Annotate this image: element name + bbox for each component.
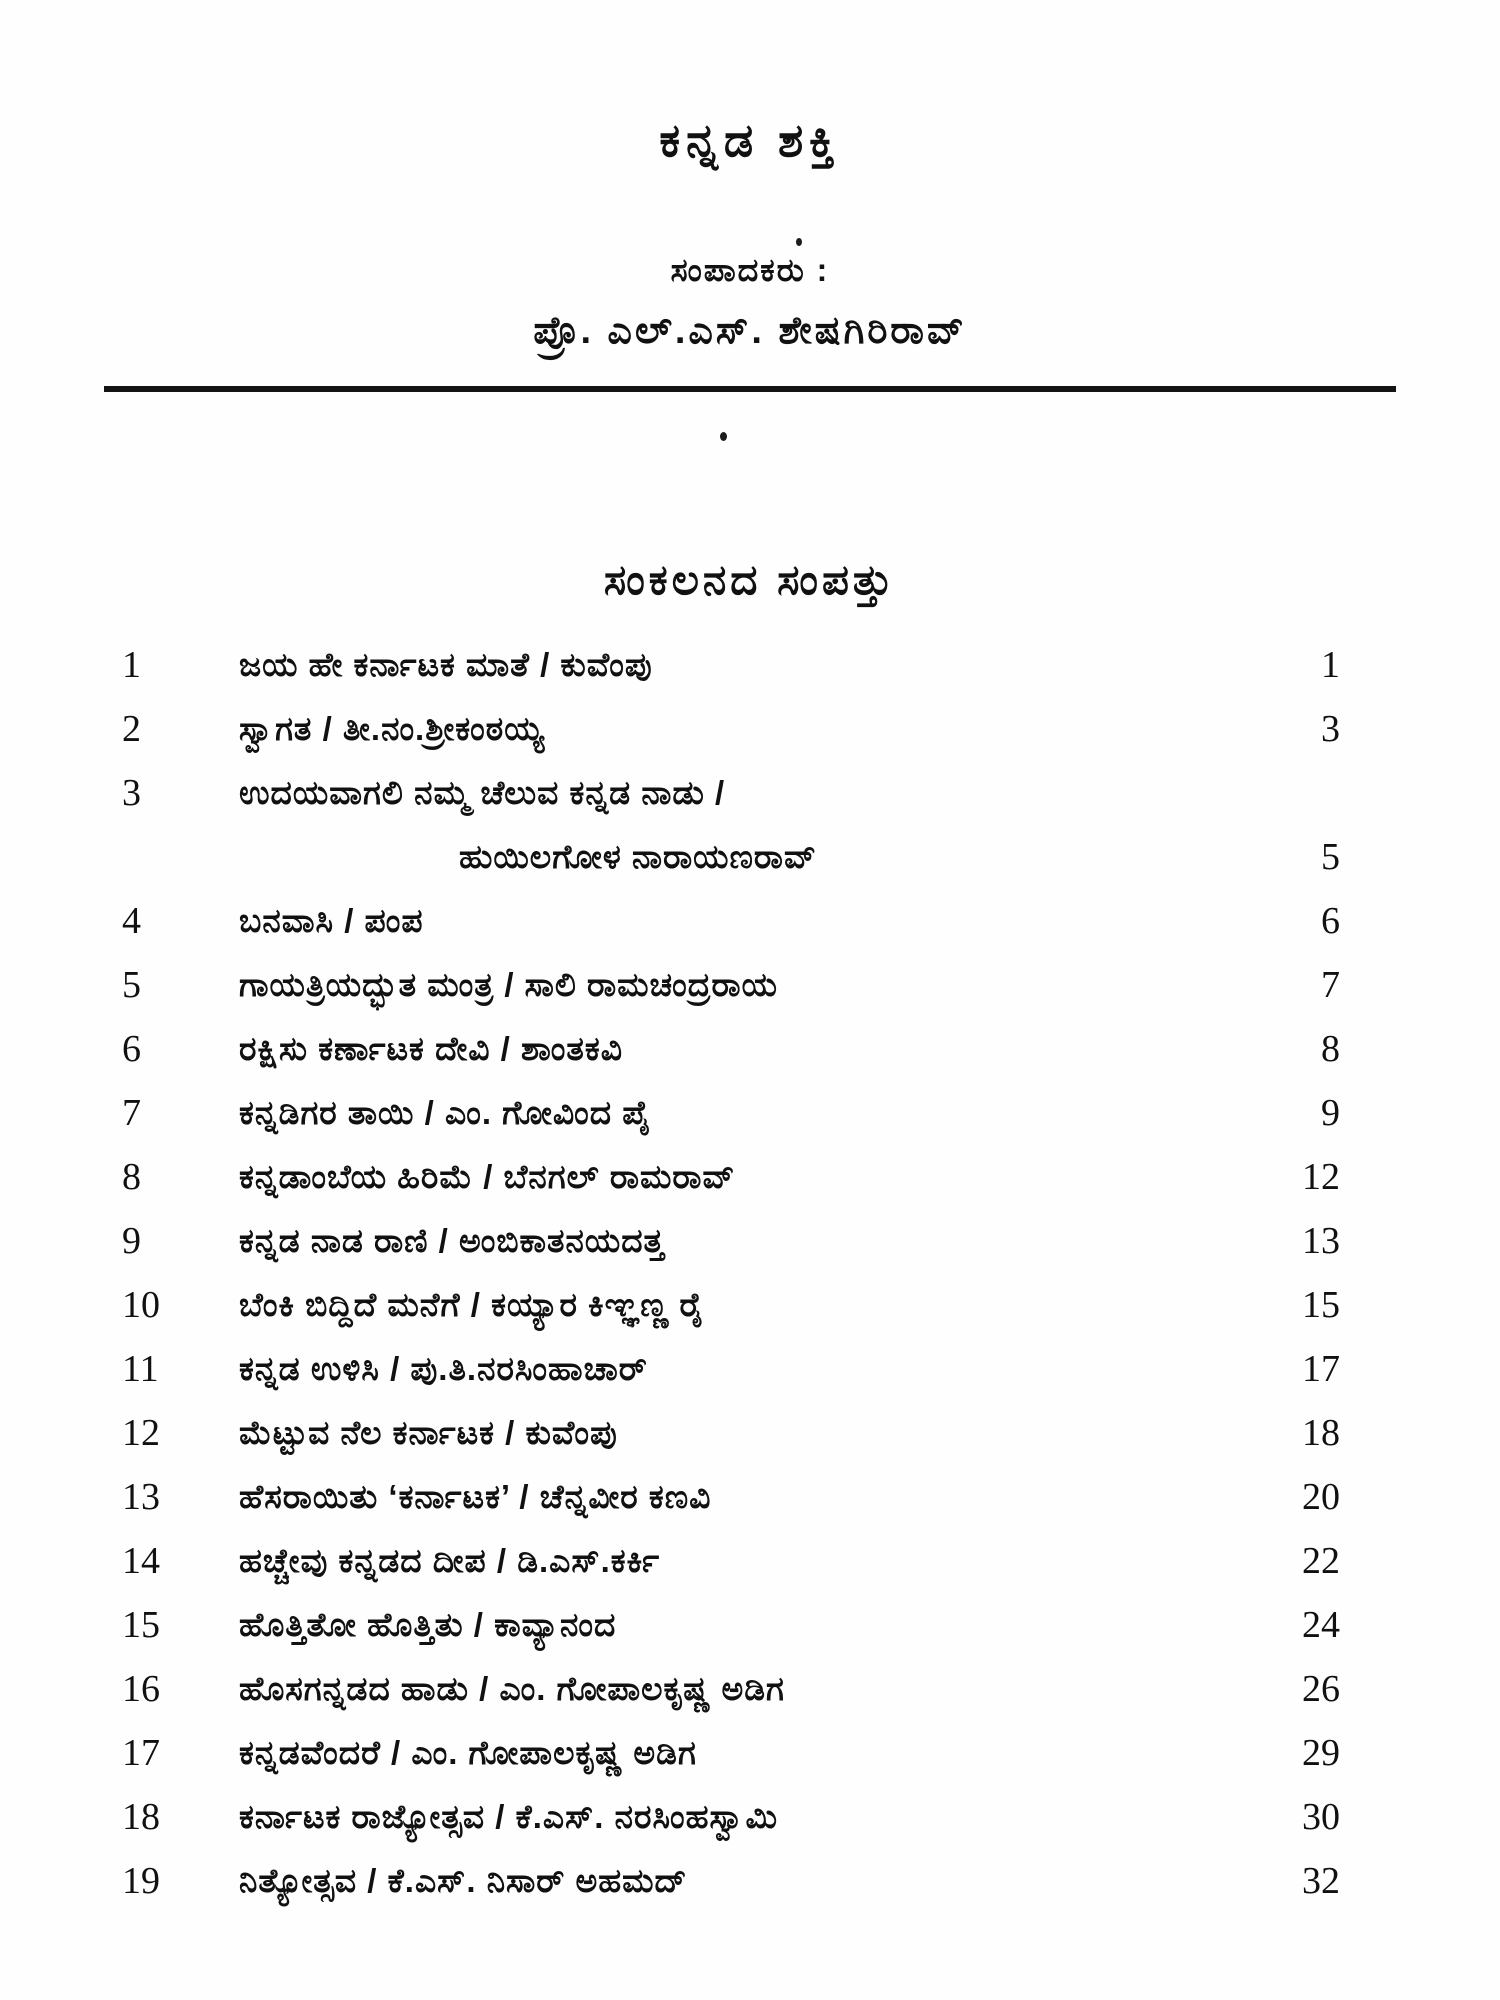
toc-entry-number: 1 <box>122 644 141 686</box>
toc-entry <box>100 1860 1340 1902</box>
toc-entry-number: 15 <box>122 1604 160 1646</box>
toc-entry <box>100 1092 1340 1134</box>
toc-entry-page-number: 6 <box>1321 900 1340 942</box>
toc-entry-number: 2 <box>122 708 141 750</box>
toc-entry <box>100 1540 1340 1582</box>
toc-entry-page-number: 26 <box>1302 1668 1340 1710</box>
toc-entry <box>100 1028 1340 1070</box>
toc-entry-number: 7 <box>122 1092 141 1134</box>
toc-entry-title-block <box>239 1220 1250 1262</box>
toc-entry-title: ಬೆಂಕಿ ಬಿದ್ದಿದೆ ಮನೆಗೆ / ಕಯ್ಯಾರ ಕಿಞ್ಞಣ್ಣ ರೈ <box>239 1286 705 1323</box>
toc-entry-page-number: 5 <box>1321 836 1340 878</box>
toc-entry-number: 12 <box>122 1412 160 1454</box>
book-title: ಕನ್ನಡ ಶಕ್ತಿ <box>659 114 841 166</box>
toc-entry <box>100 1284 1340 1326</box>
toc-entry-number: 4 <box>122 900 141 942</box>
toc-entry-title: ಹೆಸರಾಯಿತು ‘ಕರ್ನಾಟಕ’ / ಚೆನ್ನವೀರ ಕಣವಿ <box>239 1478 712 1515</box>
toc-entry <box>100 1732 1340 1774</box>
toc-entry <box>100 1796 1340 1838</box>
toc-entry-title-block <box>239 1796 1250 1838</box>
toc-entry-title: ಕನ್ನಡಿಗರ ತಾಯಿ / ಎಂ. ಗೋವಿಂದ ಪೈ <box>239 1094 652 1131</box>
toc-entry-title: ಹೊಸಗನ್ನಡದ ಹಾಡು / ಎಂ. ಗೋಪಾಲಕೃಷ್ಣ ಅಡಿಗ <box>239 1670 785 1707</box>
toc-entry-title-block <box>239 1092 1250 1134</box>
toc-entry <box>100 900 1340 942</box>
toc-entry-number: 11 <box>122 1348 159 1390</box>
toc-entry-title-block <box>239 900 1250 942</box>
toc-entry-page-number: 1 <box>1321 644 1340 686</box>
toc-entry-title-block <box>239 1540 1250 1582</box>
book-header <box>0 0 1500 356</box>
ink-speck <box>796 238 802 246</box>
toc-entry-page-number: 29 <box>1302 1732 1340 1774</box>
toc-entry <box>100 1412 1340 1454</box>
toc-entry-title: ಕನ್ನಡ ಉಳಿಸಿ / ಪು.ತಿ.ನರಸಿಂಹಾಚಾರ್ <box>239 1350 648 1387</box>
toc-entry-number: 13 <box>122 1476 160 1518</box>
toc-entry-title: ಜಯ ಹೇ ಕರ್ನಾಟಕ ಮಾತೆ / ಕುವೆಂಪು <box>239 646 653 683</box>
toc-entry-title-block <box>239 1412 1250 1454</box>
toc-entry-page-number: 20 <box>1302 1476 1340 1518</box>
toc-entry-page-number: 7 <box>1321 964 1340 1006</box>
toc-entry-number: 17 <box>122 1732 160 1774</box>
toc-entry-number: 6 <box>122 1028 141 1070</box>
ink-speck <box>720 432 727 441</box>
toc-entry-page-number: 8 <box>1321 1028 1340 1070</box>
toc-entry-title-block <box>239 1604 1250 1646</box>
toc-entry-title-block <box>239 708 1250 750</box>
toc-entry-page-number: 32 <box>1302 1860 1340 1902</box>
toc-entry-title: ರಕ್ಷಿಸು ಕರ್ಣಾಟಕ ದೇವಿ / ಶಾಂತಕವಿ <box>239 1030 623 1067</box>
toc-entry-title: ಹೊತ್ತಿತೋ ಹೊತ್ತಿತು / ಕಾವ್ಯಾನಂದ <box>239 1606 617 1643</box>
toc-entry-title-block <box>239 1668 1250 1710</box>
toc-entry-page-number: 22 <box>1302 1540 1340 1582</box>
toc-entry-page-number: 15 <box>1302 1284 1340 1326</box>
toc-entry-title-block <box>239 644 1250 686</box>
toc-entry-title-block <box>239 1156 1250 1198</box>
toc-entry-title-block <box>239 1284 1250 1326</box>
editor-name: ಪ್ರೊ. ಎಲ್.ಎಸ್. ಶೇಷಗಿರಿರಾವ್ <box>533 310 967 352</box>
toc-entry-page-number: 18 <box>1302 1412 1340 1454</box>
toc-entry-title: ಗಾಯತ್ರಿಯದ್ಭುತ ಮಂತ್ರ / ಸಾಲಿ ರಾಮಚಂದ್ರರಾಯ <box>239 966 778 1003</box>
toc-entry-number: 3 <box>122 772 141 814</box>
toc-entry-title: ಬನವಾಸಿ / ಪಂಪ <box>239 902 424 939</box>
toc-entry <box>100 1156 1340 1198</box>
toc-entry-title-block <box>239 1348 1250 1390</box>
toc-entry <box>100 772 1340 878</box>
toc-entry-number: 16 <box>122 1668 160 1710</box>
toc-entry-title: ಕನ್ನಡಾಂಬೆಯ ಹಿರಿಮೆ / ಬೆನಗಲ್ ರಾಮರಾವ್ <box>239 1158 736 1195</box>
toc-entry-number: 9 <box>122 1220 141 1262</box>
toc-entry-title-block <box>239 1860 1250 1902</box>
toc-entry-title-continuation: ಹುಯಿಲಗೋಳ ನಾರಾಯಣರಾವ್ <box>459 838 817 875</box>
toc-entry-page-number: 17 <box>1302 1348 1340 1390</box>
toc-entry-number: 8 <box>122 1156 141 1198</box>
section-heading: ಸಂಕಲನದ ಸಂಪತ್ತು <box>603 556 897 603</box>
toc-entry <box>100 1668 1340 1710</box>
toc-entry-title: ಸ್ವಾಗತ / ತೀ.ನಂ.ಶ್ರೀಕಂಠಯ್ಯ <box>239 710 546 747</box>
toc-entry-page-number: 24 <box>1302 1604 1340 1646</box>
toc-entry-title: ಹಚ್ಚೇವು ಕನ್ನಡದ ದೀಪ / ಡಿ.ಎಸ್.ಕರ್ಕಿ <box>239 1542 661 1579</box>
toc-entry-number: 10 <box>122 1284 160 1326</box>
toc-entry-page-number: 9 <box>1321 1092 1340 1134</box>
toc-entry-page-number: 12 <box>1302 1156 1340 1198</box>
toc-entry-title: ಕನ್ನಡ ನಾಡ ರಾಣಿ / ಅಂಬಿಕಾತನಯದತ್ತ <box>239 1222 665 1259</box>
toc-list <box>100 644 1340 1902</box>
toc-entry-number: 19 <box>122 1860 160 1902</box>
toc-entry <box>100 1220 1340 1262</box>
toc-entry <box>100 964 1340 1006</box>
toc-entry <box>100 644 1340 686</box>
toc-entry-number: 18 <box>122 1796 160 1838</box>
horizontal-rule <box>104 386 1396 392</box>
toc-entry-title: ಮೆಟ್ಟುವ ನೆಲ ಕರ್ನಾಟಕ / ಕುವೆಂಪು <box>239 1414 618 1451</box>
toc-entry <box>100 708 1340 750</box>
toc-entry <box>100 1476 1340 1518</box>
toc-entry-number: 14 <box>122 1540 160 1582</box>
toc-entry-number: 5 <box>122 964 141 1006</box>
toc-entry-page-number: 3 <box>1321 708 1340 750</box>
toc-entry-title-block <box>239 772 1250 878</box>
toc-entry-title-block <box>239 1732 1250 1774</box>
toc-entry-title: ಉದಯವಾಗಲಿ ನಮ್ಮ ಚೆಲುವ ಕನ್ನಡ ನಾಡು / <box>239 774 726 811</box>
toc-entry <box>100 1604 1340 1646</box>
toc-entry-title-block <box>239 1476 1250 1518</box>
toc-entry-title: ಕನ್ನಡವೆಂದರೆ / ಎಂ. ಗೋಪಾಲಕೃಷ್ಣ ಅಡಿಗ <box>239 1734 697 1771</box>
toc-entry-title: ಕರ್ನಾಟಕ ರಾಜ್ಯೋತ್ಸವ / ಕೆ.ಎಸ್. ನರಸಿಂಹಸ್ವಾಮಿ <box>239 1798 779 1835</box>
toc-entry-page-number: 13 <box>1302 1220 1340 1262</box>
toc-entry-title-block <box>239 964 1250 1006</box>
toc-entry-page-number: 30 <box>1302 1796 1340 1838</box>
toc-entry-title-block <box>239 1028 1250 1070</box>
toc-entry <box>100 1348 1340 1390</box>
editor-label: ಸಂಪಾದಕರು : <box>670 252 830 288</box>
toc-entry-title: ನಿತ್ಯೋತ್ಸವ / ಕೆ.ಎಸ್. ನಿಸಾರ್ ಅಹಮದ್ <box>239 1862 688 1899</box>
